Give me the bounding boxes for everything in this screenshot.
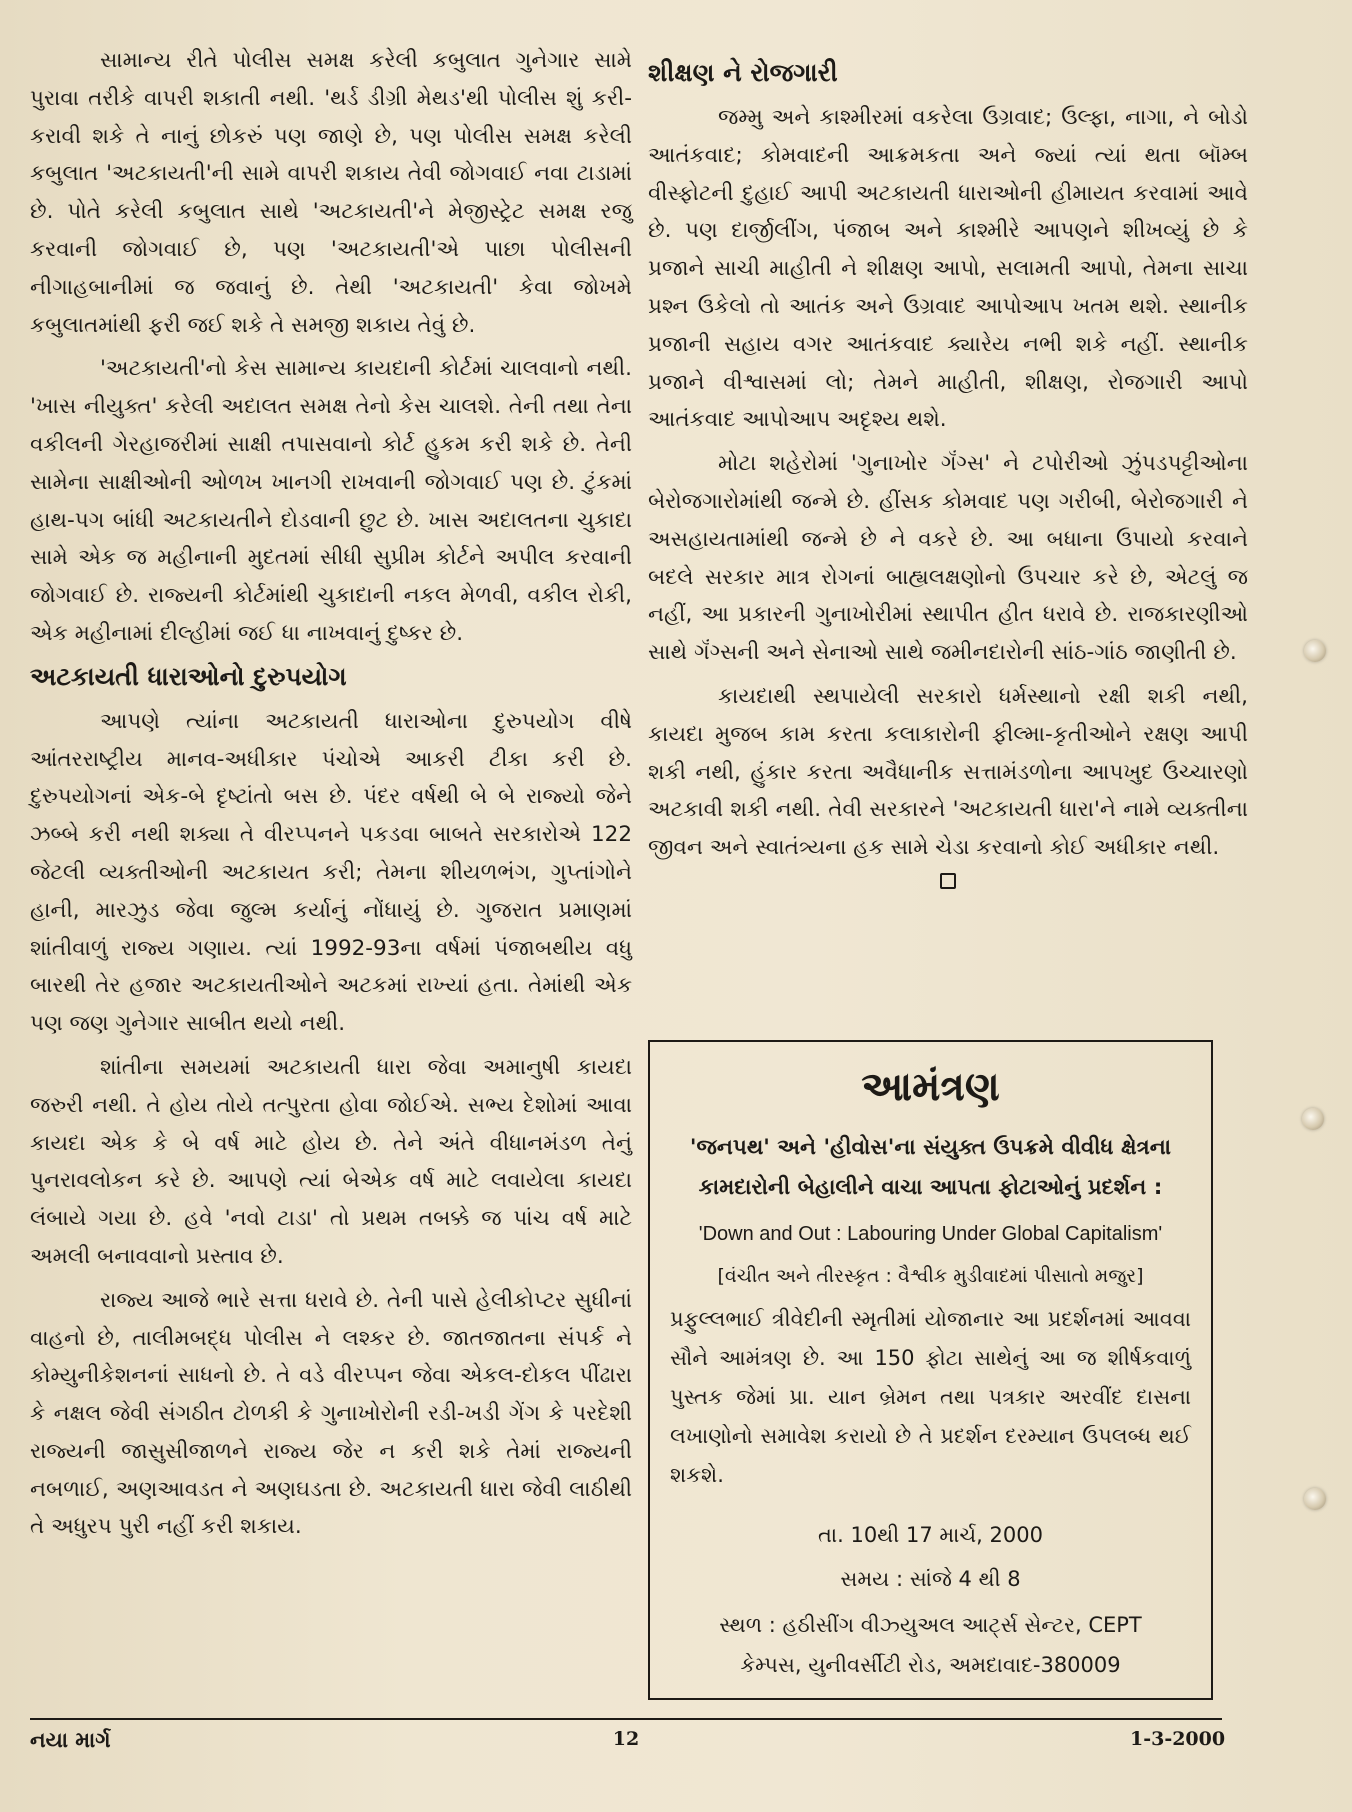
invitation-english-title: 'Down and Out : Labouring Under Global Capitalism'	[698, 1223, 1163, 1245]
right-column	[648, 55, 1248, 899]
left-paragraph: રાજ્ય આજે ભારે સત્તા ધરાવે છે. તેની પાસે હેલીકોપ્ટર સુધીનાં વાહનો છે, તાલીમબદ્ધ પોલીસ ને લશ્કર છે. જાતજાતના સંપર્ક ને કોમ્યુનીકેશનનાં સાધનો છે. તે વડે વીરપ્પન જેવા એકલ-દોકલ પીંઢારા કે નક્ષલ જેવી સંગઠીત ટોળકી કે ગુનાખોરોની રડી-ખડી ગેંગ કે પરદેશી રાજ્યની જાસુસીજાળને રાજ્ય જેર ન કરી શકે તેમાં રાજ્યની નબળાઈ, અણઆવડત ને અણઘડતા છે. અટકાયતી ધારા જેવી લાઠીથી તે અધુરપ પુરી નહીં કરી શકાય.	[30, 1287, 632, 1540]
end-of-article-square-icon	[648, 873, 1248, 893]
invitation-intro: 'જનપથ' અને 'હીવોસ'ના સંયુક્ત ઉપક્રમે વીવીધ ક્ષેત્રના કામદારોની બેહાલીને વાચા આપતા ફોટાઓનું પ્રદર્શન :	[689, 1135, 1172, 1200]
footer-page-number: 12	[612, 1728, 640, 1750]
binding-hole-icon	[1304, 1488, 1326, 1510]
right-paragraph: કાયદાથી સ્થપાયેલી સરકારો ધર્મસ્થાનો રક્ષી શકી નથી, કાયદા મુજબ કામ કરતા કલાકારોની ફીલ્મા-કૃતીઓને રક્ષણ આપી શકી નથી, હુંકાર કરતા અવૈધાનીક સત્તામંડળોના આપખુદ ઉચ્ચારણો અટકાવી શકી નથી. તેવી સરકારને 'અટકાયતી ધારા'ને નામે વ્યક્તીના જીવન અને સ્વાતંત્ર્યના હક સામે ચેડા કરવાનો કોઈ અધીકાર નથી.	[648, 683, 1248, 861]
left-paragraph: 'અટકાયતી'નો કેસ સામાન્ય કાયદાની કોર્ટમાં ચાલવાનો નથી. 'ખાસ નીયુક્ત' કરેલી અદાલત સમક્ષ તેનો કેસ ચાલશે. તેની તથા તેના વકીલની ગેરહાજરીમાં સાક્ષી તપાસવાનો કોર્ટ હુકમ કરી શકે છે. તેની સામેના સાક્ષીઓની ઓળખ ખાનગી રાખવાની જોગવાઈ પણ છે. ટુંકમાં હાથ-પગ બાંધી અટકાયતીને દોડવાની છુટ છે. ખાસ અદાલતના ચુકાદા સામે એક જ મહીનાની મુદતમાં સીધી સુપ્રીમ કોર્ટને અપીલ કરવાની જોગવાઈ છે. રાજ્યની કોર્ટમાંથી ચુકાદાની નકલ મેળવી, વકીલ રોકી, એક મહીનામાં દીલ્હીમાં જઈ ધા નાખવાનું દુષ્કર છે.	[30, 356, 632, 646]
right-paragraph: મોટા શહેરોમાં 'ગુનાખોર ગૅંગ્સ' ને ટપોરીઓ ઝુંપડપટ્ટીઓના બેરોજગારોમાંથી જન્મે છે. હીંસક કોમવાદ પણ ગરીબી, બેરોજગારી ને અસહાયતામાંથી જન્મે છે ને વકરે છે. આ બધાના ઉપાયો કરવાને બદલે સરકાર માત્ર રોગનાં બાહ્યલક્ષણોનો ઉપચાર કરે છે, એટલું જ નહીં, આ પ્રકારની ગુનાખોરીમાં સ્થાપીત હીત ધરાવે છે. રાજકારણીઓ સાથે ગૅંગ્સની અને સેનાઓ સાથે જમીનદારોની સાંઠ-ગાંઠ જાણીતી છે.	[648, 451, 1248, 666]
footer-divider	[30, 1718, 1222, 1720]
left-paragraph: આપણે ત્યાંના અટકાયતી ધારાઓના દુરુપયોગ વીષે આંતરરાષ્ટ્રીય માનવ-અધીકાર પંચોએ આકરી ટીકા કરી છે. દુરુપયોગનાં એક-બે દૃષ્ટાંતો બસ છે. પંદર વર્ષથી બે બે રાજ્યો જેને ઝબ્બે કરી નથી શક્યા તે વીરપ્પનને પકડવા બાબતે સરકારોએ 122 જેટલી વ્યક્તીઓની અટકાયત કરી; તેમના શીયળભંગ, ગુપ્તાંગોને હાની, મારઝુડ જેવા જુલ્મ કર્યાનું નોંધાયું છે. ગુજરાત પ્રમાણમાં શાંતીવાળું રાજ્ય ગણાય. ત્યાં 1992-93ના વર્ષમાં પંજાબથીય વધુ બારથી તેર હજાર અટકાયતીઓને અટકમાં રાખ્યાં હતા. તેમાંથી એક પણ જણ ગુનેગાર સાબીત થયો નથી.	[30, 708, 632, 1037]
footer-publication: નયા માર્ગ	[30, 1728, 111, 1752]
left-column	[30, 42, 632, 1552]
invitation-venue-line1: સ્થળ : હઠીસીંગ વીઝ્યુઅલ આર્ટ્સ સેન્ટર, CEPT	[719, 1613, 1142, 1637]
invitation-date: તા. 10થી 17 માર્ચ, 2000	[818, 1523, 1043, 1547]
binding-hole-icon	[1302, 1108, 1324, 1130]
invitation-body: પ્રફુલ્લભાઈ ત્રીવેદીની સ્મૃતીમાં યોજાનાર આ પ્રદર્શનમાં આવવા સૌને આમંત્રણ છે. આ 150 ફોટા સાથેનું આ જ શીર્ષકવાળું પુસ્તક જેમાં પ્રા. યાન બ્રેમન તથા પત્રકાર અરવીંદ દાસના લખાણોનો સમાવેશ કરાયો છે તે પ્રદર્શન દરમ્યાન ઉપલબ્ધ થઈ શકશે.	[670, 1307, 1191, 1487]
invitation-subtitle: [વંચીત અને તીરસ્કૃત : વૈશ્વીક મુડીવાદમાં પીસાતો મજુર]	[717, 1265, 1144, 1287]
invitation-time: સમય : સાંજે 4 થી 8	[840, 1567, 1021, 1591]
left-paragraph: સામાન્ય રીતે પોલીસ સમક્ષ કરેલી કબુલાત ગુનેગાર સામે પુરાવા તરીકે વાપરી શકાતી નથી. 'થર્ડ ડીગ્રી મેથડ'થી પોલીસ શું કરી-કરાવી શકે તે નાનું છોકરું પણ જાણે છે, પણ પોલીસ સમક્ષ કરેલી કબુલાત 'અટકાયતી'ની સામે વાપરી શકાય તેવી જોગવાઈ નવા ટાડામાં છે. પોતે કરેલી કબુલાત સાથે 'અટકાયતી'ને મેજીસ્ટ્રેટ સમક્ષ રજુ કરવાની જોગવાઈ છે, પણ 'અટકાયતી'એ પાછા પોલીસની નીગાહબાનીમાં જ જવાનું છે. તેથી 'અટકાયતી' કેવા જોખમે કબુલાતમાંથી ફરી જઈ શકે તે સમજી શકાય તેવું છે.	[30, 48, 632, 338]
section-heading: અટકાયતી ધારાઓનો દુરુપયોગ	[30, 661, 347, 691]
binding-hole-icon	[1304, 640, 1326, 662]
section-heading: શીક્ષણ ને રોજગારી	[648, 58, 838, 87]
invitation-box	[648, 1040, 1213, 1700]
right-paragraph: જમ્મુ અને કાશ્મીરમાં વકરેલા ઉગ્રવાદ; ઉલ્ફા, નાગા, ને બોડો આતંકવાદ; કોમવાદની આક્રમકતા અને જ્યાં ત્યાં થતા બૉમ્બ વીસ્ફોટની દુહાઈ આપી અટકાયતી ધારાઓની હીમાયત કરવામાં આવે છે. પણ દાર્જીલીંગ, પંજાબ અને કાશ્મીરે આપણને શીખવ્યું છે કે પ્રજાને સાચી માહીતી ને શીક્ષણ આપો, સલામતી આપો, તેમના સાચા પ્રશ્ન ઉકેલો તો આતંક અને ઉગ્રવાદ આપોઆપ ખતમ થશે. સ્થાનીક પ્રજાની સહાય વગર આતંકવાદ ક્યારેય નભી શકે નહીં. સ્થાનીક પ્રજાને વીશ્વાસમાં લો; તેમને માહીતી, શીક્ષણ, રોજગારી આપો આતંકવાદ આપોઆપ અદૃશ્ય થશે.	[648, 105, 1248, 433]
invitation-title: આમંત્રણ	[861, 1064, 1000, 1110]
footer-date: 1-3-2000	[1130, 1728, 1226, 1750]
left-paragraph: શાંતીના સમયમાં અટકાયતી ધારા જેવા અમાનુષી કાયદા જરુરી નથી. તે હોય તોયે તત્પુરતા હોવા જોઈએ. સભ્ય દેશોમાં આવા કાયદા એક કે બે વર્ષ માટે હોય છે. તેને અંતે વીધાનમંડળ તેનું પુનરાવલોકન કરે છે. આપણે ત્યાં બેએક વર્ષ માટે લવાયેલા કાયદા લંબાયે ગયા છે. હવે 'નવો ટાડા' તો પ્રથમ તબક્કે જ પાંચ વર્ષ માટે અમલી બનાવવાનો પ્રસ્તાવ છે.	[30, 1054, 632, 1269]
invitation-venue-line2: કેમ્પસ, યુનીવર્સીટી રોડ, અમદાવાદ-380009	[740, 1653, 1121, 1677]
invitation-venue	[670, 1605, 1191, 1685]
